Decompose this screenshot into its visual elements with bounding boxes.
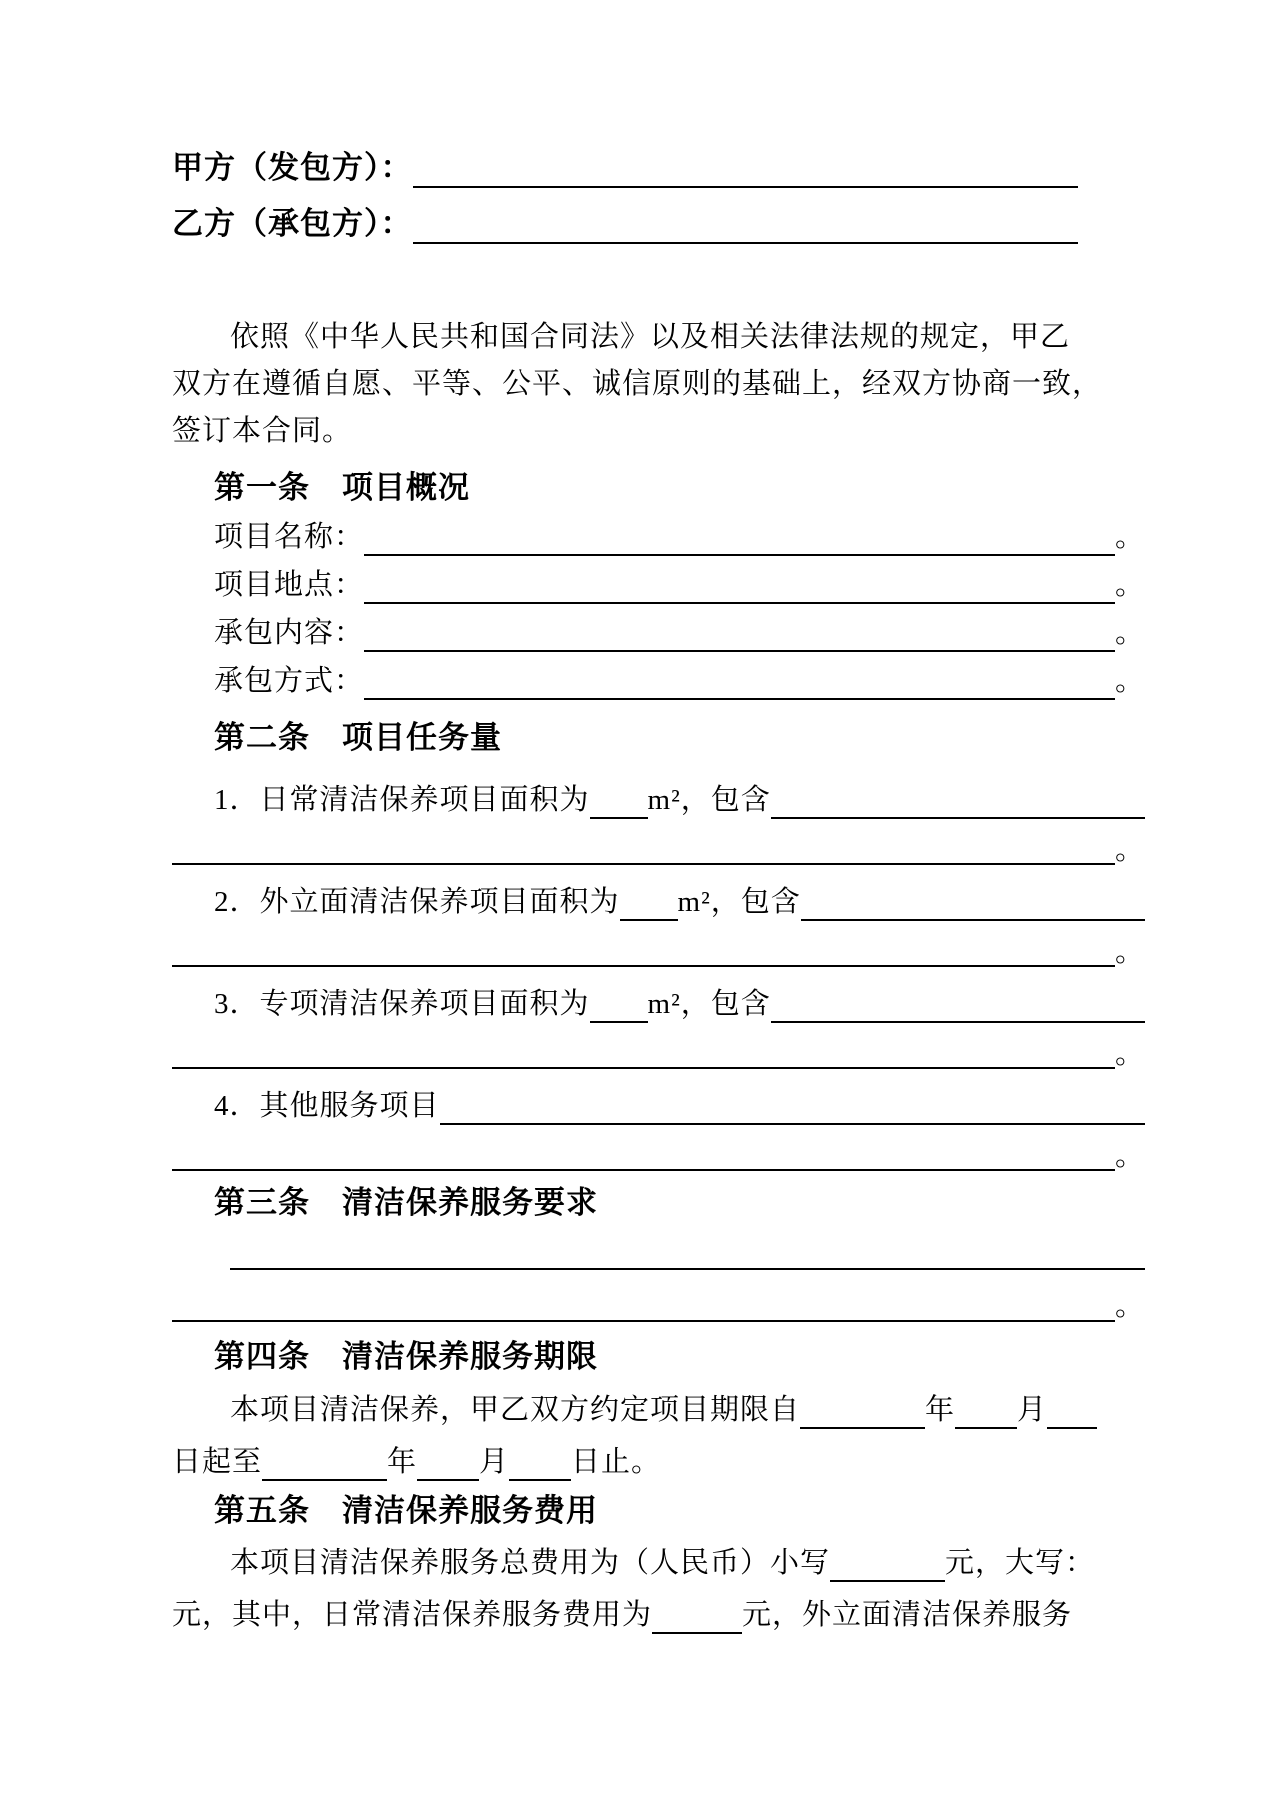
project-location-blank[interactable]	[364, 602, 1115, 604]
period-mark: 。	[1114, 569, 1145, 601]
period-mark: 。	[1114, 521, 1145, 553]
party-b-line	[172, 196, 1145, 252]
continuation-blank[interactable]	[172, 863, 1115, 865]
requirements-blank[interactable]	[172, 1320, 1115, 1322]
task-item-4	[214, 1082, 1145, 1130]
total-fee-blank[interactable]	[830, 1580, 945, 1582]
area-blank[interactable]	[590, 1021, 648, 1023]
area-blank[interactable]	[590, 817, 648, 819]
field-label: 项目地点：	[214, 569, 365, 601]
fee-text: 元，大写：	[945, 1547, 1096, 1579]
term-line-1	[172, 1386, 1145, 1434]
year-blank[interactable]	[262, 1479, 387, 1481]
term-text: 年	[925, 1394, 956, 1426]
field-label: 承包内容：	[214, 617, 365, 649]
fee-text: 元，其中，日常清洁保养服务费用为	[172, 1599, 653, 1631]
continuation-blank[interactable]	[172, 965, 1115, 967]
party-a-line	[172, 140, 1145, 196]
continuation-line	[172, 938, 1145, 967]
intro-line: 签订本合同。	[172, 415, 353, 447]
section-1-heading: 第一条 项目概况	[214, 470, 470, 505]
party-b-label: 乙方（承包方）：	[172, 206, 413, 241]
term-text: 年	[387, 1446, 418, 1478]
area-blank[interactable]	[620, 919, 678, 921]
item-text: m²，包含	[677, 886, 801, 918]
fee-text: 本项目清洁保养服务总费用为（人民币）小写	[230, 1547, 831, 1579]
section-4-heading: 第四条 清洁保养服务期限	[214, 1339, 598, 1374]
continuation-blank[interactable]	[172, 1067, 1115, 1069]
day-blank[interactable]	[1047, 1427, 1097, 1429]
month-blank[interactable]	[955, 1427, 1017, 1429]
field-label: 承包方式：	[214, 665, 365, 697]
period-mark: 。	[1114, 1290, 1145, 1322]
field-contract-content	[214, 609, 1145, 657]
term-text: 月	[479, 1446, 510, 1478]
period-mark: 。	[1114, 936, 1145, 968]
contract-method-blank[interactable]	[364, 698, 1115, 700]
continuation-line	[172, 1142, 1145, 1171]
year-blank[interactable]	[800, 1427, 925, 1429]
fee-text: 元，外立面清洁保养服务	[742, 1599, 1073, 1631]
field-project-name	[214, 513, 1145, 561]
item-text: m²，包含	[647, 988, 771, 1020]
party-b-name-blank[interactable]	[413, 242, 1078, 244]
task-item-3	[214, 980, 1145, 1028]
period-mark: 。	[1114, 665, 1145, 697]
other-services-blank[interactable]	[440, 1123, 1145, 1125]
party-a-name-blank[interactable]	[413, 186, 1078, 188]
term-text: 日起至	[172, 1446, 263, 1478]
daily-fee-blank[interactable]	[652, 1632, 742, 1634]
term-text: 本项目清洁保养，甲乙双方约定项目期限自	[230, 1394, 801, 1426]
period-mark: 。	[1114, 617, 1145, 649]
item-text: m²，包含	[647, 784, 771, 816]
fee-line-1	[172, 1539, 1145, 1587]
day-blank[interactable]	[509, 1479, 571, 1481]
continuation-line	[172, 836, 1145, 865]
item-text: 2．外立面清洁保养项目面积为	[214, 886, 620, 918]
period-mark: 。	[1114, 1140, 1145, 1172]
task-item-2	[214, 878, 1145, 926]
section-2-heading: 第二条 项目任务量	[214, 720, 502, 755]
item-text: 4．其他服务项目	[214, 1090, 440, 1122]
field-project-location	[214, 561, 1145, 609]
period-mark: 。	[1114, 1038, 1145, 1070]
field-label: 项目名称：	[214, 521, 365, 553]
project-name-blank[interactable]	[364, 554, 1115, 556]
term-line-2	[172, 1438, 1145, 1486]
fee-line-2	[172, 1591, 1145, 1639]
include-blank[interactable]	[771, 1021, 1145, 1023]
intro-paragraph	[172, 314, 1145, 455]
section-5-heading: 第五条 清洁保养服务费用	[214, 1493, 598, 1528]
party-a-label: 甲方（发包方）：	[172, 150, 413, 185]
requirements-line-1	[230, 1240, 1145, 1270]
term-text: 月	[1017, 1394, 1048, 1426]
task-item-1	[214, 776, 1145, 824]
continuation-line	[172, 1040, 1145, 1069]
item-text: 1．日常清洁保养项目面积为	[214, 784, 590, 816]
continuation-blank[interactable]	[172, 1169, 1115, 1171]
item-text: 3．专项清洁保养项目面积为	[214, 988, 590, 1020]
term-text: 日止。	[571, 1446, 662, 1478]
include-blank[interactable]	[801, 919, 1145, 921]
include-blank[interactable]	[771, 817, 1145, 819]
section-3-heading: 第三条 清洁保养服务要求	[214, 1185, 598, 1220]
intro-line: 双方在遵循自愿、平等、公平、诚信原则的基础上，经双方协商一致，	[172, 368, 1103, 400]
contract-content-blank[interactable]	[364, 650, 1115, 652]
field-contract-method	[214, 657, 1145, 705]
intro-line: 依照《中华人民共和国合同法》以及相关法律法规的规定，甲乙	[230, 321, 1071, 353]
month-blank[interactable]	[417, 1479, 479, 1481]
period-mark: 。	[1114, 834, 1145, 866]
requirements-blank[interactable]	[230, 1268, 1145, 1270]
requirements-line-2	[172, 1290, 1145, 1322]
